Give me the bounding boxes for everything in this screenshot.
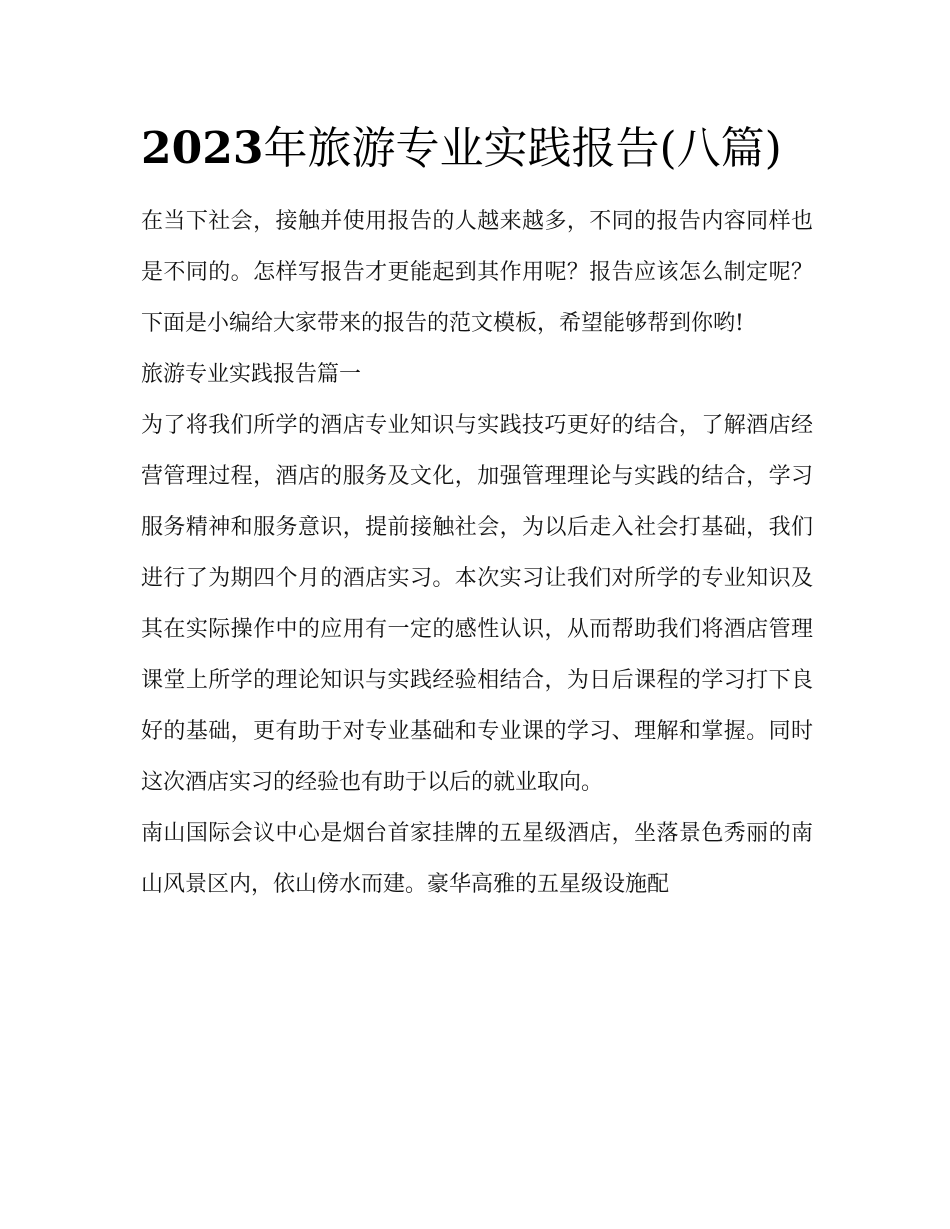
section-heading: 旅游专业实践报告篇一 [141, 362, 362, 387]
document-title [141, 112, 813, 185]
document-body [141, 112, 813, 910]
intro-paragraph: 在当下社会，接触并使用报告的人越来越多，不同的报告内容同样也是不同的。怎样写报告才更能起到其作用呢？报告应该怎么制定呢？下面是小编给大家带来的报告的范文模板，希望能够帮到你哟! [141, 209, 813, 336]
body-paragraph-1: 为了将我们所学的酒店专业知识与实践技巧更好的结合，了解酒店经营管理过程，酒店的服务及文化，加强管理理论与实践的结合，学习服务精神和服务意识，提前接触社会，为以后走入社会打基础，我们进行了为期四个月的酒店实习。本次实习让我们对所学的专业知识及其在实际操作中的应用有一定的感性认识，从而帮助我们将酒店管理课堂上所学的理论知识与实践经验相结合，为日后课程的学习打下良好的基础，更有助于对专业基础和专业课的学习、理解和掌握。同时这次酒店实习的经验也有助于以后的就业取向。 [141, 413, 813, 795]
title-year: 2023 [141, 123, 264, 174]
title-text: 年旅游专业实践报告(八篇) [263, 123, 782, 174]
body-paragraph-2: 南山国际会议中心是烟台首家挂牌的五星级酒店，坐落景色秀丽的南山风景区内，依山傍水而建。豪华高雅的五星级设施配 [141, 821, 813, 897]
